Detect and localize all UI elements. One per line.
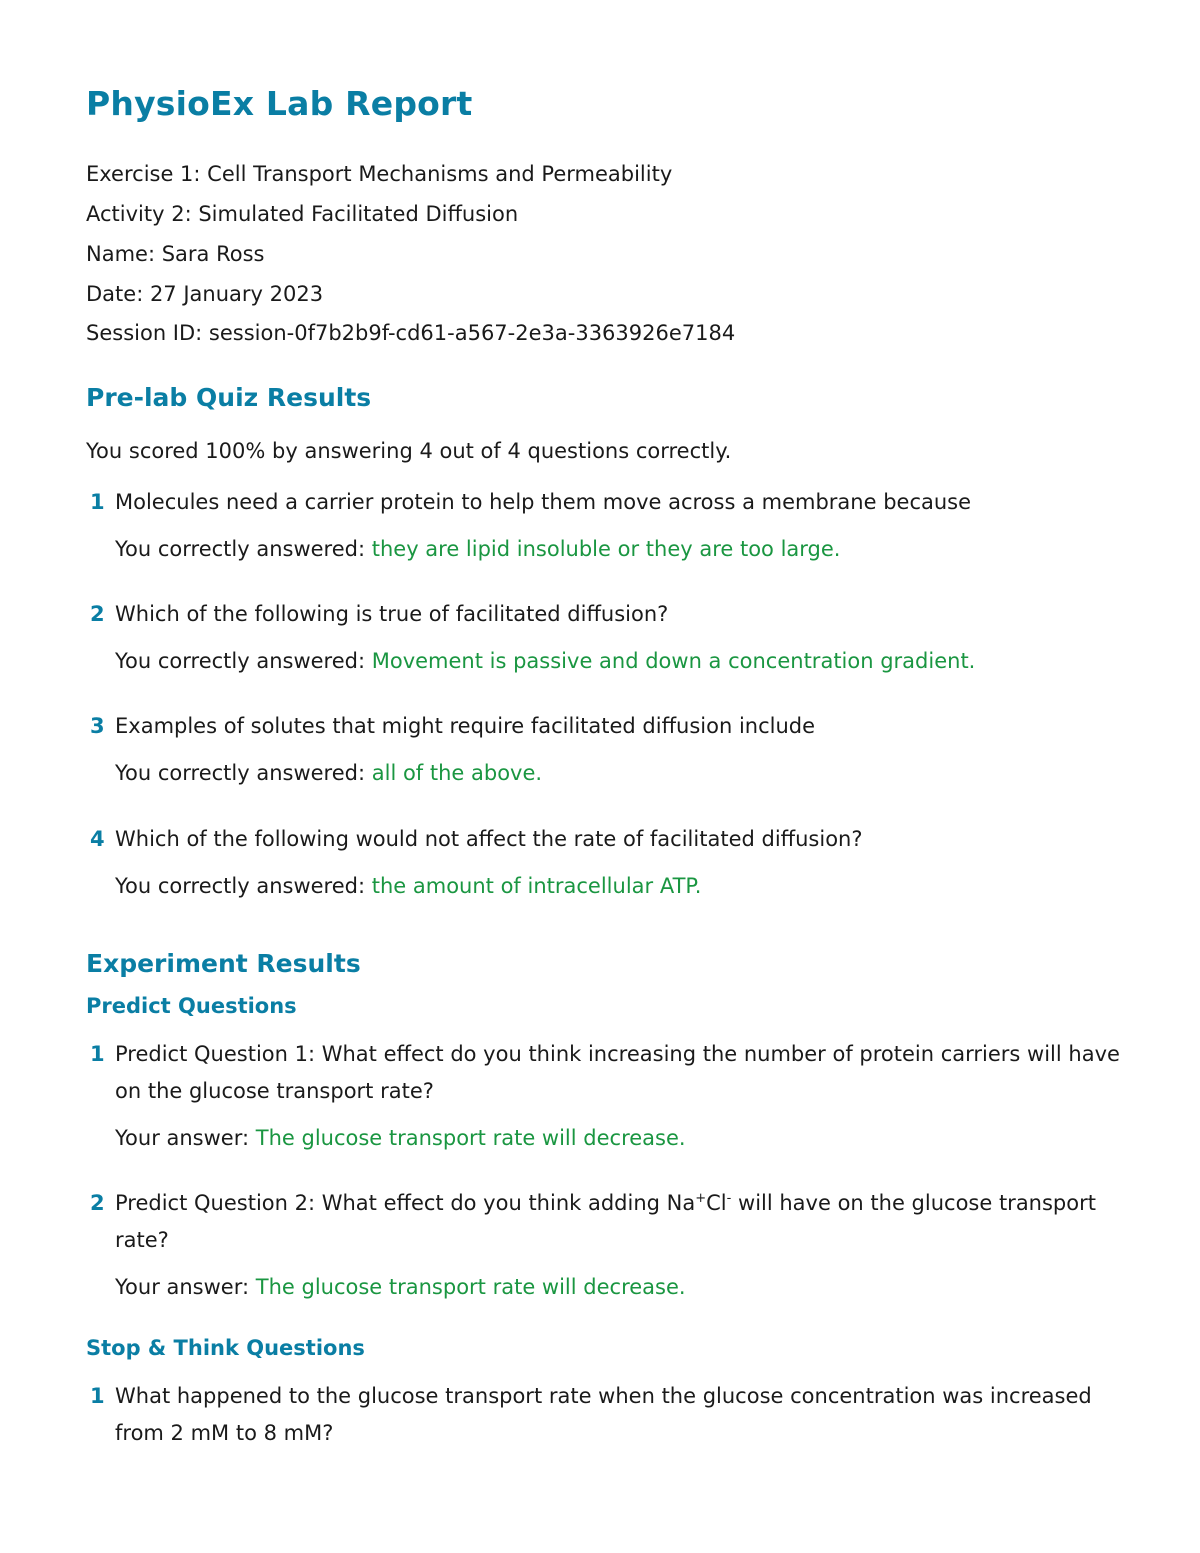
session-id-line: Session ID: session-0f7b2b9f-cd61-a567-2e3a-3363926e7184 <box>86 321 736 345</box>
prelab-question <box>86 821 1146 900</box>
report-title: PhysioEx Lab Report <box>86 84 473 123</box>
question-text: Examples of solutes that might require facilitated diffusion include <box>115 714 816 738</box>
answer-value: all of the above. <box>371 761 543 785</box>
activity-line: Activity 2: Simulated Facilitated Diffusion <box>86 202 519 226</box>
predict-questions-heading: Predict Questions <box>86 994 297 1018</box>
question-text: Which of the following would not affect the rate of facilitated diffusion? <box>115 827 863 851</box>
superscript-plus: + <box>695 1191 707 1206</box>
name-line: Name: Sara Ross <box>86 242 265 266</box>
answer-label: You correctly answered: <box>115 761 372 785</box>
question-text: Predict Question 1: What effect do you think increasing the number of protein carriers will have on the glucose transport rate? <box>115 1042 1120 1103</box>
date-line: Date: 27 January 2023 <box>86 282 324 306</box>
question-number: 3 <box>90 714 105 738</box>
question-number: 1 <box>90 1042 105 1066</box>
prelab-question <box>86 596 1146 675</box>
question-text: Predict Question 2: What effect do you think adding Na+Cl- will have on the glucose transport rate? <box>115 1191 1096 1252</box>
answer-label: Your answer: <box>115 1275 256 1299</box>
answer-value: the amount of intracellular ATP. <box>371 874 702 898</box>
answer-value: The glucose transport rate will decrease. <box>255 1275 686 1299</box>
answer-label: You correctly answered: <box>115 649 372 673</box>
prelab-score-summary: You scored 100% by answering 4 out of 4 questions correctly. <box>86 439 732 463</box>
answer-label: You correctly answered: <box>115 874 372 898</box>
prelab-question <box>86 708 1146 787</box>
question-text: What happened to the glucose transport rate when the glucose concentration was increased from 2 mM to 8 mM? <box>115 1384 1092 1445</box>
stop-think-heading: Stop & Think Questions <box>86 1336 365 1360</box>
question-number: 1 <box>90 1384 105 1408</box>
experiment-results-heading: Experiment Results <box>86 949 361 978</box>
predict-question <box>86 1036 1146 1152</box>
prelab-question <box>86 484 1146 563</box>
answer-label: Your answer: <box>115 1126 256 1150</box>
question-number: 2 <box>90 602 105 626</box>
question-number: 2 <box>90 1191 105 1215</box>
question-number: 1 <box>90 490 105 514</box>
predict-question <box>86 1185 1146 1301</box>
question-text: Molecules need a carrier protein to help them move across a membrane because <box>115 490 972 514</box>
answer-value: Movement is passive and down a concentration gradient. <box>371 649 976 673</box>
answer-value: The glucose transport rate will decrease. <box>255 1126 686 1150</box>
answer-label: You correctly answered: <box>115 537 372 561</box>
prelab-heading: Pre-lab Quiz Results <box>86 383 372 412</box>
stop-think-question <box>86 1378 1146 1452</box>
answer-value: they are lipid insoluble or they are too large. <box>371 537 841 561</box>
superscript-minus: - <box>726 1191 732 1206</box>
question-number: 4 <box>90 827 105 851</box>
exercise-line: Exercise 1: Cell Transport Mechanisms and Permeability <box>86 162 673 186</box>
question-text: Which of the following is true of facilitated diffusion? <box>115 602 669 626</box>
